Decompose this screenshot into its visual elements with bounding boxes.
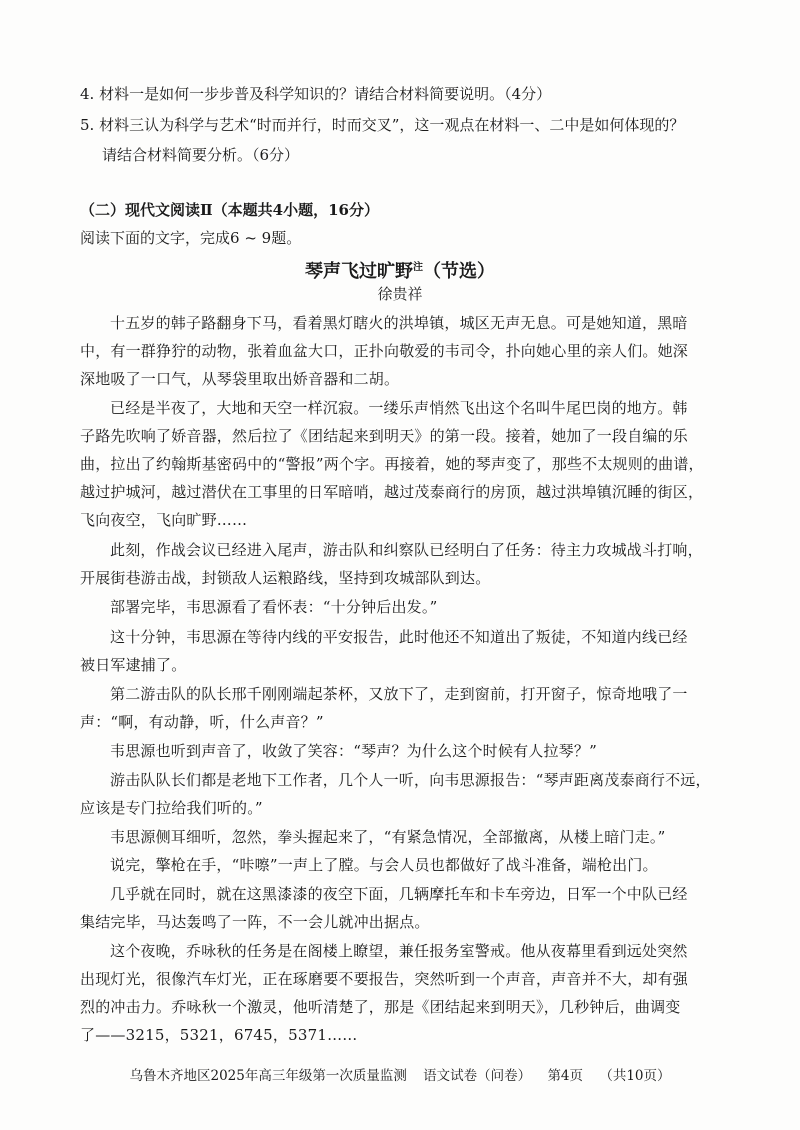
paragraph-line: 被日军逮捕了。 [80, 656, 187, 674]
footer-subject: 语文试卷（问卷） [423, 1068, 532, 1084]
footer-total: （共10页） [599, 1068, 671, 1084]
paragraph-line: 说完，擎枪在手，“咔嚓”一声上了膛。与会人员也都做好了战斗准备，端枪出门。 [110, 856, 658, 874]
question-5: 5. 材料三认为科学与艺术“时而并行，时而交叉”，这一观点在材料一、二中是如何体现的？ [80, 116, 685, 134]
paragraph-line: 韦思源也听到声音了，收敛了笑容：“琴声？为什么这个时候有人拉琴？” [110, 742, 597, 760]
page-footer [0, 1064, 800, 1084]
paragraph-line: 越过护城河，越过潜伏在工事里的日军暗哨，越过茂泰商行的房顶，越过洪埠镇沉睡的街区， [80, 483, 704, 501]
footer-exam: 乌鲁木齐地区2025年高三年级第一次质量监测 [129, 1068, 407, 1084]
section-heading: （二）现代文阅读Ⅱ（本题共4小题，16分） [80, 201, 379, 219]
paragraph-line: 韦思源侧耳细听，忽然，拳头握起来了，“有紧急情况，全部撤离，从楼上暗门走。” [110, 828, 666, 846]
paragraph-line: 第二游击队的队长邢千刚刚端起茶杯，又放下了，走到窗前，打开窗子，惊奇地哦了一 [110, 685, 688, 703]
question-5-continued: 请结合材料简要分析。（6分） [102, 146, 300, 164]
paragraph-line: 声：“啊，有动静，听，什么声音？” [80, 713, 324, 731]
paragraph-line: 出现灯光，很像汽车灯光，正在琢磨要不要报告，突然听到一个声音，声音并不大，却有强 [80, 970, 689, 988]
paragraph-line: 此刻，作战会议已经进入尾声，游击队和纠察队已经明白了任务：待主力攻城战斗打响， [110, 541, 703, 559]
paragraph-line: 游击队队长们都是老地下工作者，几个人一听，向韦思源报告：“琴声距离茂泰商行不远， [110, 771, 711, 789]
paragraph-line: 子路先吹响了娇音器，然后拉了《团结起来到明天》的第一段。接着，她加了一段自编的乐 [80, 427, 689, 445]
article-author: 徐贵祥 [377, 285, 423, 303]
paragraph-line: 烈的冲击力。乔咏秋一个激灵，他听清楚了，那是《团结起来到明天》，几秒钟后，曲调变 [80, 998, 681, 1016]
paragraph-line: 飞向夜空，飞向旷野…… [80, 511, 248, 529]
title-note-mark: 注 [413, 262, 423, 273]
paragraph-line: 集结完毕，马达轰鸣了一阵，不一会儿就冲出据点。 [80, 913, 430, 931]
paragraph-line: 开展街巷游击战，封锁敌人运粮路线，坚持到攻城部队到达。 [80, 569, 491, 587]
article-title: 琴声飞过旷野$^注$（节选） [305, 261, 495, 282]
question-4: 4. 材料一是如何一步步普及科学知识的？请结合材料简要说明。（4分） [80, 85, 552, 103]
paragraph-line: 部署完毕，韦思源看了看怀表：“十分钟后出发。” [110, 598, 438, 616]
paragraph-line: 应该是专门拉给我们听的。” [80, 799, 263, 817]
paragraph-line: 几乎就在同时，就在这黑漆漆的夜空下面，几辆摩托车和卡车旁边，日军一个中队已经 [110, 885, 688, 903]
paragraph-line: 这个夜晚，乔咏秋的任务是在阁楼上瞭望，兼任报务室警戒。他从夜幕里看到远处突然 [110, 942, 688, 960]
section-instruction: 阅读下面的文字，完成6 ~ 9题。 [80, 229, 302, 247]
paragraph-line: 曲，拉出了约翰斯基密码中的“警报”两个字。再接着，她的琴声变了，那些不太规则的曲谱， [80, 455, 704, 473]
paragraph-line: 十五岁的韩子路翻身下马，看着黑灯瞎火的洪埠镇，城区无声无息。可是她知道，黑暗 [110, 314, 688, 332]
paragraph-line: 中，有一群狰狞的动物，张着血盆大口，正扑向敬爱的韦司令，扑向她心里的亲人们。她深 [80, 342, 689, 360]
paragraph-line: 已经是半夜了，大地和天空一样沉寂。一缕乐声悄然飞出这个名叫牛尾巴岗的地方。韩 [110, 399, 688, 417]
footer-page: 第4页 [547, 1068, 584, 1084]
paragraph-line: 了——3215，5321，6745，5371…… [80, 1026, 358, 1044]
paragraph-line: 这十分钟，韦思源在等待内线的平安报告，此时他还不知道出了叛徒，不知道内线已经 [110, 628, 688, 646]
paragraph-line: 深地吸了一口气，从琴袋里取出娇音器和二胡。 [80, 370, 400, 388]
